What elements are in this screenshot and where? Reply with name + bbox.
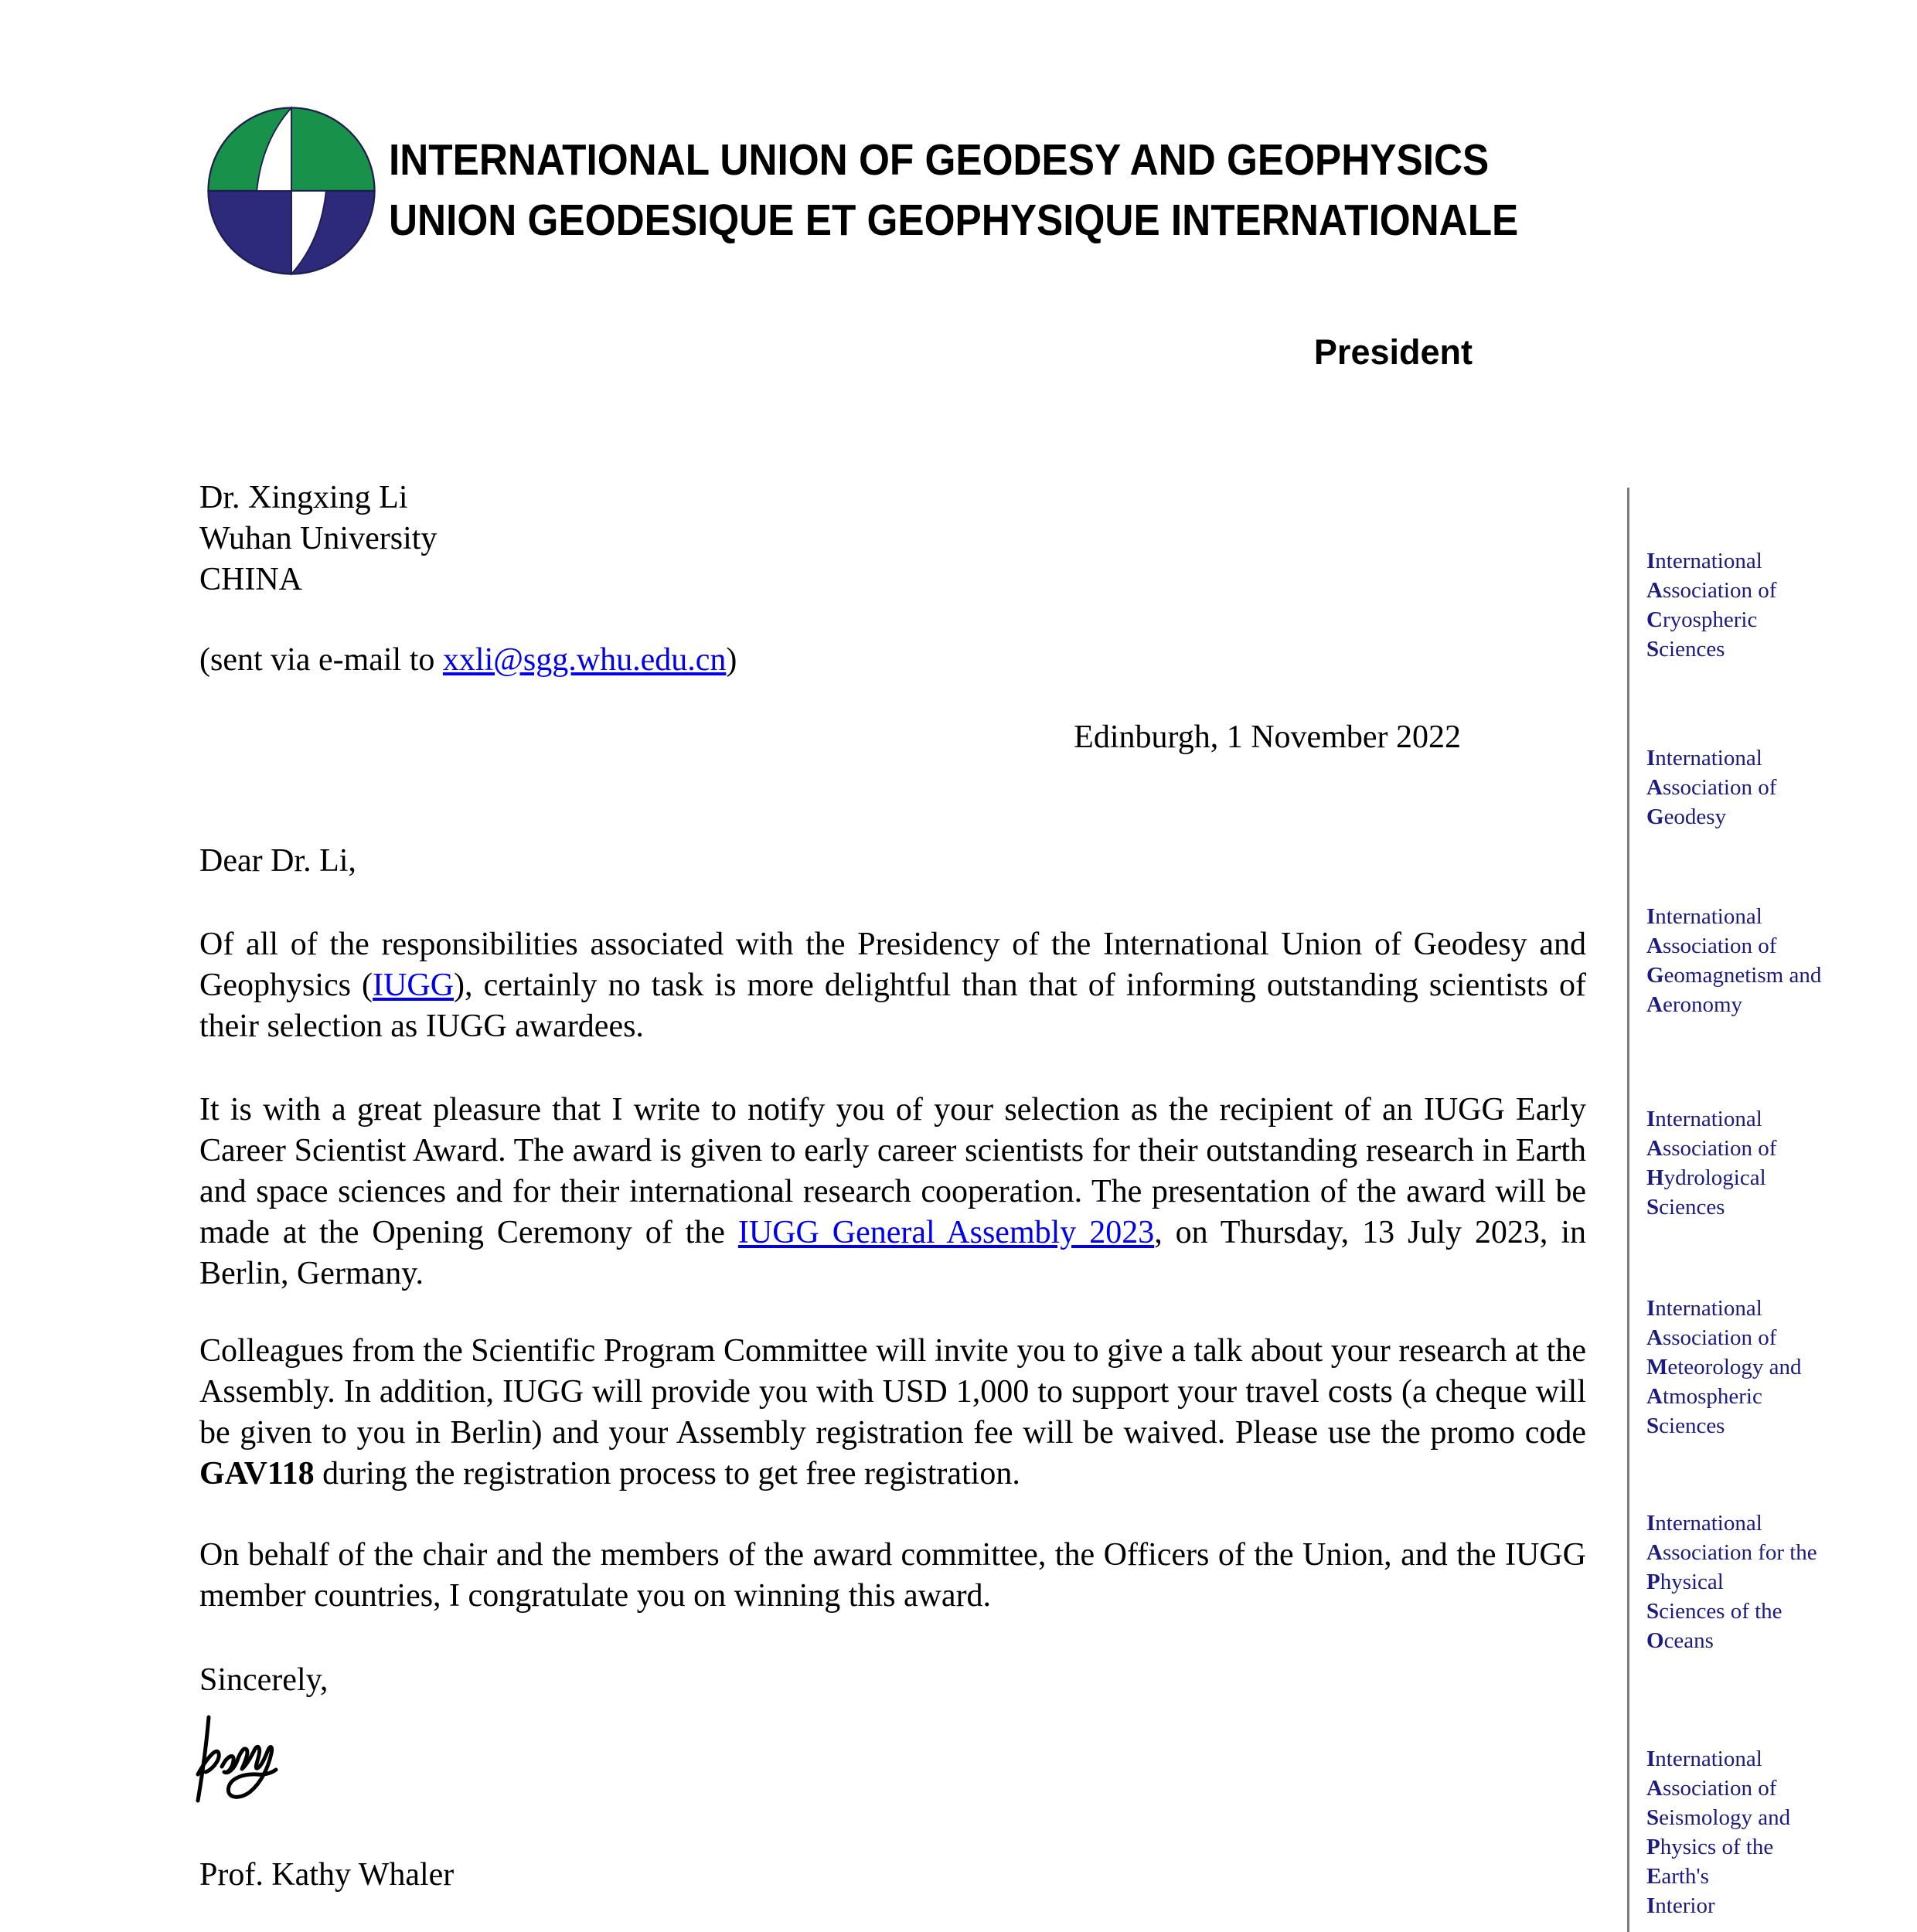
association-line: International	[1646, 1296, 1762, 1321]
association-line: Seismology and	[1646, 1805, 1791, 1830]
association-line: International	[1646, 746, 1762, 770]
bold-text: GAV118	[199, 1456, 315, 1492]
paragraph-congratulations	[199, 1535, 1586, 1617]
association-line: Sciences of the	[1646, 1599, 1783, 1624]
sidebar-association-meteorology	[1646, 1294, 1902, 1440]
paragraph-travel-support	[199, 1331, 1586, 1495]
association-line: Physical	[1646, 1570, 1724, 1594]
text-run: , on Thursday, 13 July 2023, in Berlin, Germany.	[199, 1215, 1587, 1291]
association-line: Sciences	[1646, 1413, 1725, 1438]
recipient-institution: Wuhan University	[199, 521, 438, 556]
association-line: Association of	[1646, 1776, 1777, 1801]
association-line: Atmospheric	[1646, 1384, 1762, 1409]
association-line: Association of	[1646, 578, 1777, 603]
association-line: Geodesy	[1646, 804, 1727, 829]
association-line: Sciences	[1646, 1195, 1725, 1219]
org-name-french: UNION GEODESIQUE ET GEOPHYSIQUE INTERNATIONALE	[389, 196, 1519, 245]
sidebar-association-oceans	[1646, 1509, 1902, 1655]
text-run: )	[726, 642, 737, 678]
iugg-logo-icon	[204, 104, 379, 277]
text-run: On behalf of the chair and the members of the award committee, the Officers of the Union, and the IUGG member countries, I congratulate you on winning this award.	[199, 1537, 1586, 1614]
association-line: International	[1646, 549, 1762, 573]
association-line: Association of	[1646, 775, 1777, 800]
text-run: (sent via e-mail to	[199, 642, 443, 678]
association-line: Geomagnetism and	[1646, 963, 1822, 988]
org-name-english: INTERNATIONAL UNION OF GEODESY AND GEOPHYSICS	[389, 135, 1490, 185]
association-line: Association of	[1646, 934, 1777, 958]
association-line: Oceans	[1646, 1628, 1714, 1653]
sidebar-association-hydrological	[1646, 1104, 1902, 1222]
association-line: Sciences	[1646, 637, 1725, 662]
text-link[interactable]: xxli@sgg.whu.edu.cn	[442, 642, 727, 678]
sidebar-association-seismology	[1646, 1744, 1902, 1920]
sidebar-association-cryospheric	[1646, 546, 1902, 664]
association-line: Meteorology and	[1646, 1355, 1802, 1379]
closing-sincerely: Sincerely,	[199, 1662, 329, 1698]
recipient-name: Dr. Xingxing Li	[199, 480, 408, 515]
association-line: Association for the	[1646, 1540, 1817, 1565]
role-title: President	[1313, 332, 1473, 372]
paragraph-awardees	[199, 924, 1586, 1047]
association-line: International	[1646, 904, 1762, 929]
association-line: Earth's	[1646, 1864, 1709, 1889]
association-line: Aeronomy	[1646, 992, 1743, 1017]
text-run: ), certainly no task is more delightful than that of informing outstanding scientists of their selection as IUGG awardees.	[199, 968, 1586, 1044]
recipient-country: CHINA	[199, 562, 302, 597]
sidebar-divider	[1627, 488, 1629, 1932]
association-line: Association of	[1646, 1325, 1777, 1350]
text-run: Colleagues from the Scientific Program Committee will invite you to give a talk about your research at the Assembly. In addition, IUGG will provide you with USD 1,000 to support your travel costs (a cheque will be given to you in Berlin) and your Assembly registration fee will be waived. Please use the promo code	[199, 1333, 1586, 1451]
text-run: during the registration process to get free registration.	[314, 1456, 1020, 1492]
text-link[interactable]: IUGG	[373, 968, 455, 1003]
association-line: International	[1646, 1747, 1762, 1771]
text-run: Of all of the responsibilities associated with the Presidency of the International Union of Geodesy and Geophysics (	[199, 927, 1586, 1003]
signer-name: Prof. Kathy Whaler	[199, 1857, 455, 1893]
sidebar-association-geomagnetism	[1646, 902, 1902, 1019]
text-run: It is with a great pleasure that I write to notify you of your selection as the recipient of an IUGG Early Career Scientist Award. The award is given to early career scientists for their outstanding research in Earth and space sciences and for their international research cooperation. The presentation of the award will be made at the Opening Ceremony of the	[199, 1092, 1586, 1250]
sent-via-line	[199, 640, 737, 681]
handwritten-signature	[186, 1706, 286, 1822]
association-line: Hydrological	[1646, 1165, 1766, 1190]
salutation: Dear Dr. Li,	[199, 843, 356, 879]
dateline: Edinburgh, 1 November 2022	[1074, 719, 1461, 755]
text-link[interactable]: IUGG General Assembly 2023	[737, 1215, 1155, 1250]
association-line: International	[1646, 1511, 1762, 1536]
association-line: Association of	[1646, 1136, 1777, 1161]
association-line: International	[1646, 1107, 1762, 1131]
association-line: Physics of the	[1646, 1835, 1774, 1859]
recipient-address	[199, 478, 437, 600]
association-line: Cryospheric	[1646, 607, 1758, 632]
association-line: Interior	[1646, 1893, 1715, 1918]
org-name-block	[389, 130, 1518, 250]
sidebar-association-geodesy	[1646, 743, 1902, 832]
paragraph-award-notification	[199, 1090, 1586, 1294]
